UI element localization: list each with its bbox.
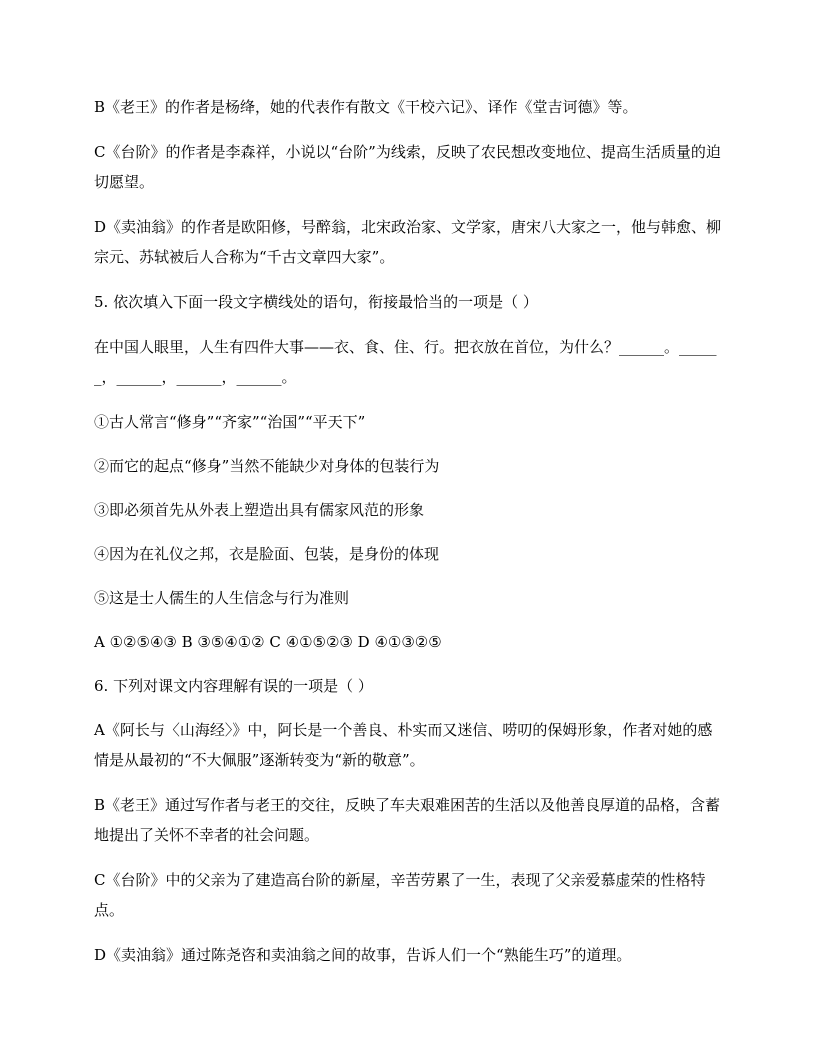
question-6-stem: 6. 下列对课文内容理解有误的一项是（ ） [94,677,373,695]
option-c-taijie-author: C《台阶》的作者是李森祥，小说以“台阶”为线索，反映了农民想改变地位、提高生活质量的迫切愿望。 [94,143,721,191]
question-5-passage: 在中国人眼里，人生有四件大事——衣、食、住、行。把衣放在首位，为什么？______。______，______，______，______。 [94,338,717,386]
question-6-option-d: D《卖油翁》通过陈尧咨和卖油翁之间的故事，告诉人们一个“熟能生巧”的道理。 [94,946,632,964]
option-d-maiyouweng-author: D《卖油翁》的作者是欧阳修，号醉翁，北宋政治家、文学家，唐宋八大家之一，他与韩愈、柳宗元、苏轼被后人合称为“千古文章四大家”。 [94,218,722,266]
option-b-laowang-author: B《老王》的作者是杨绛，她的代表作有散文《干校六记》、译作《堂吉诃德》等。 [94,98,638,116]
question-5-stem: 5. 依次填入下面一段文字横线处的语句，衔接最恰当的一项是（ ） [94,293,538,311]
question-6-option-a: A《阿长与〈山海经〉》中，阿长是一个善良、朴实而又迷信、唠叨的保姆形象，作者对她的感情是从最初的“不大佩服”逐渐转变为“新的敬意”。 [94,721,713,769]
sentence-2: ②而它的起点“修身”当然不能缺少对身体的包装行为 [94,457,440,475]
sentence-3: ③即必须首先从外表上塑造出具有儒家风范的形象 [94,501,425,519]
sentence-1: ①古人常言“修身”“齐家”“治国”“平天下” [94,413,366,431]
sentence-4: ④因为在礼仪之邦，衣是脸面、包装，是身份的体现 [94,545,440,563]
sentence-5: ⑤这是士人儒生的人生信念与行为准则 [94,589,350,607]
question-5-choices: A ①②⑤④③ B ③⑤④①② C ④①⑤②③ D ④①③②⑤ [94,633,442,651]
question-6-option-b: B《老王》通过写作者与老王的交往，反映了车夫艰难困苦的生活以及他善良厚道的品格，含蓄地提出了关怀不幸者的社会问题。 [94,796,721,844]
document-page [94,92,722,985]
question-6-option-c: C《台阶》中的父亲为了建造高台阶的新屋，辛苦劳累了一生，表现了父亲爱慕虚荣的性格特点。 [94,871,706,919]
